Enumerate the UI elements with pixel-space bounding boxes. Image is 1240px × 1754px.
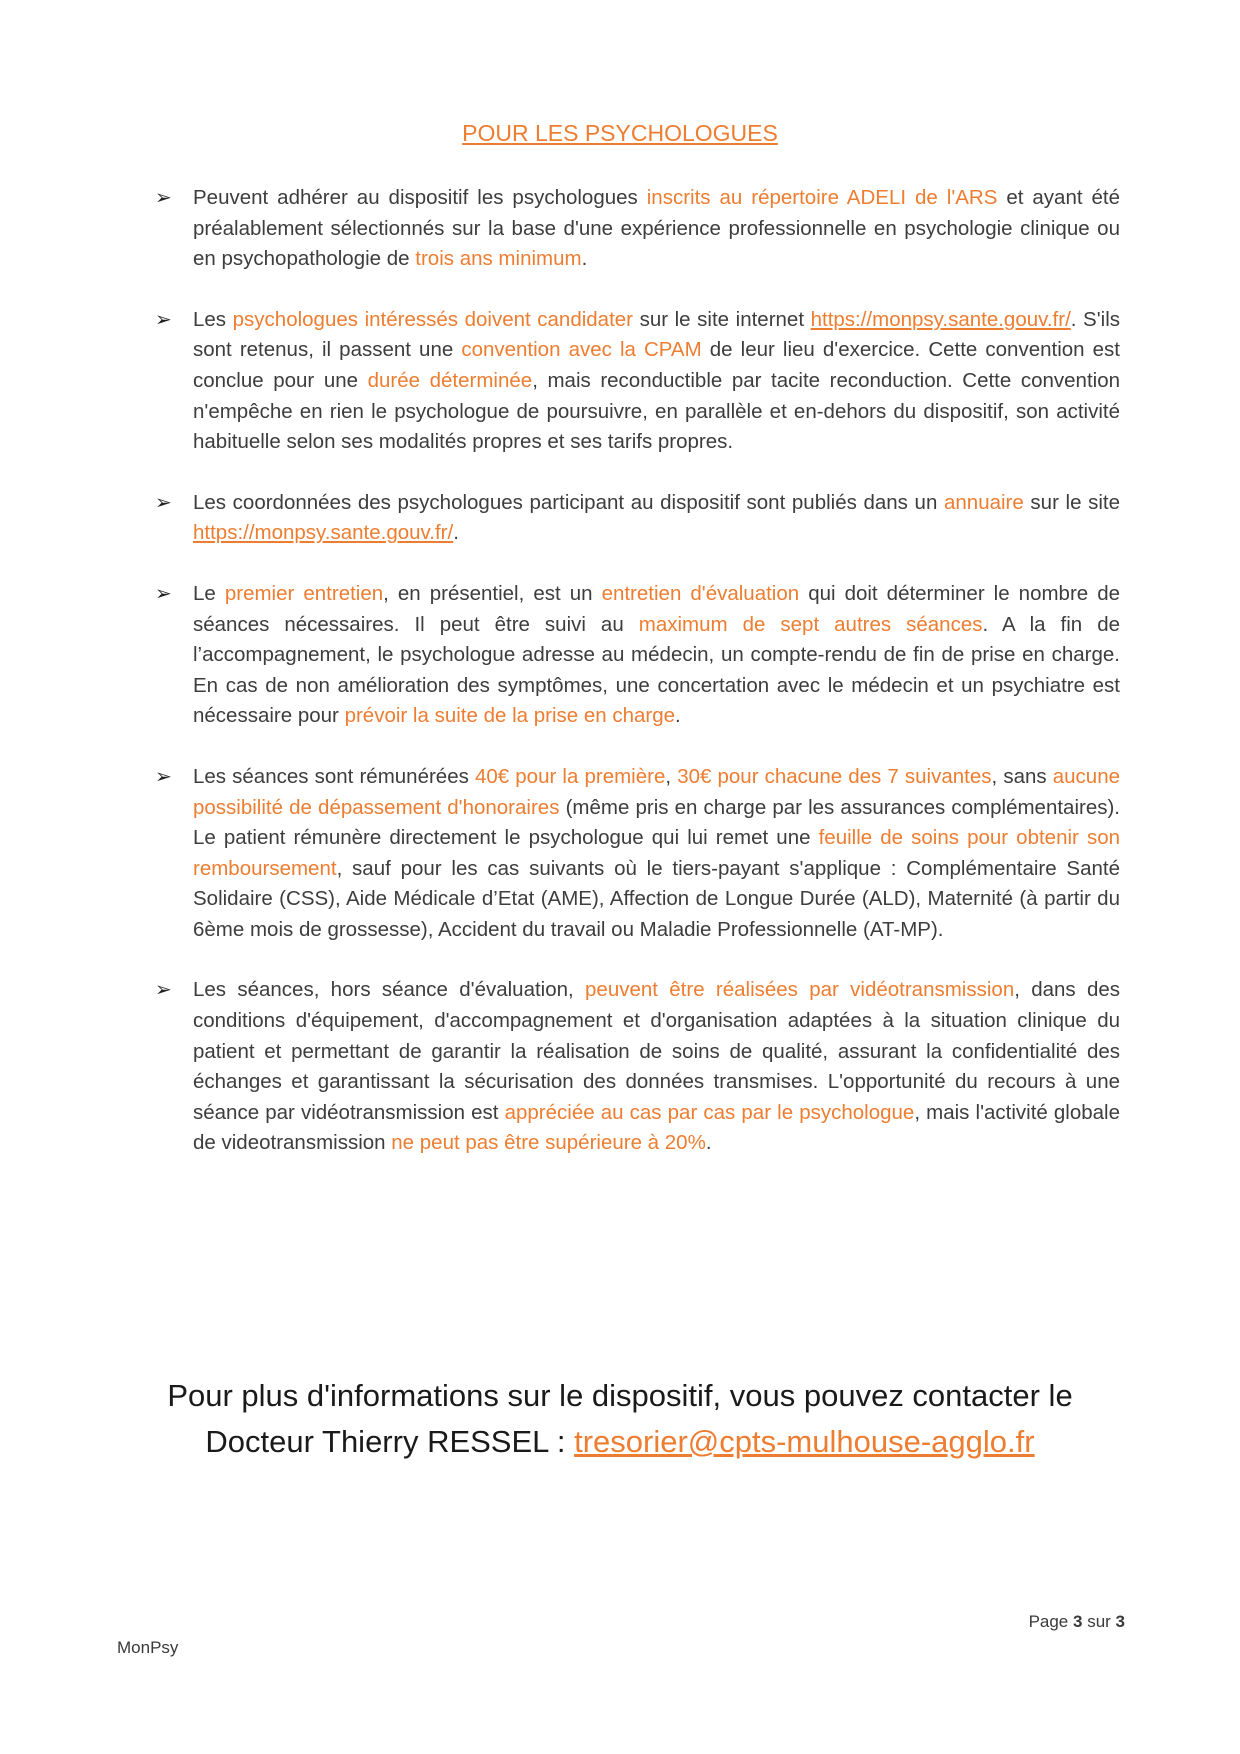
text-run: . xyxy=(453,521,459,545)
bullet-item-directory xyxy=(155,488,1120,549)
highlight-text: psychologues intéressés doivent candidater xyxy=(232,307,633,331)
page-mid: sur xyxy=(1082,1612,1116,1631)
text-run: sur le site xyxy=(1023,490,1121,514)
bullet-text xyxy=(193,305,1120,458)
text-run: de leur lieu d'exercice. Cette convention est conclue pour une xyxy=(193,338,1120,392)
contact-name: Docteur Thierry RESSEL : xyxy=(205,1424,575,1459)
highlight-text: 40€ pour la première xyxy=(474,764,666,788)
contact-line-1: Pour plus d'informations sur le dispositif, vous pouvez contacter le xyxy=(167,1378,1073,1413)
arrow-bullet-icon: ➢ xyxy=(155,977,172,1002)
text-run: Les séances sont rémunérées xyxy=(193,764,475,788)
bullet-text xyxy=(193,975,1120,1159)
bullet-text xyxy=(193,762,1120,946)
highlight-text: entretien d'évaluation xyxy=(601,581,800,605)
page-prefix: Page xyxy=(1028,1612,1073,1631)
text-run: . xyxy=(581,247,588,271)
bullet-item-application xyxy=(155,305,1120,458)
text-run: . S'ils sont retenus, il passent une xyxy=(193,307,1120,362)
bullet-item-eligibility xyxy=(155,183,1120,275)
text-run: . xyxy=(675,704,681,728)
contact-line-2 xyxy=(90,1419,1150,1465)
arrow-bullet-icon: ➢ xyxy=(155,185,172,209)
monpsy-link[interactable]: https://monpsy.sante.gouv.fr/ xyxy=(810,307,1071,331)
page-total: 3 xyxy=(1115,1612,1125,1631)
text-run: , sans xyxy=(991,764,1053,788)
arrow-bullet-icon: ➢ xyxy=(155,580,172,605)
text-run: Les xyxy=(193,307,233,331)
highlight-text: premier entretien xyxy=(224,581,384,605)
page-number xyxy=(1029,1612,1125,1632)
text-run: , mais l'activité globale de videotransmission xyxy=(193,1100,1121,1155)
highlight-text: maximum de sept autres séances xyxy=(638,612,983,636)
contact-email-link[interactable]: tresorier@cpts-mulhouse-agglo.fr xyxy=(574,1424,1035,1459)
highlight-text: appréciée au cas par cas par le psychologue xyxy=(504,1100,915,1124)
highlight-text: 30€ pour chacune des 7 suivantes xyxy=(677,764,992,788)
highlight-text: aucune possibilité de dépassement d'honoraires xyxy=(193,764,1120,819)
arrow-bullet-icon: ➢ xyxy=(155,763,172,788)
highlight-text: ne peut pas être supérieure à 20% xyxy=(391,1131,706,1155)
text-run: Peuvent adhérer au dispositif les psychologues xyxy=(193,186,647,209)
text-run: , mais reconductible par tacite reconduction. Cette convention n'empêche en rien le psychologue de poursuivre, en parallèle et en-dehors du dispositif, son activité habituelle selon ses modalités propres et ses tarifs propres. xyxy=(193,368,1121,454)
highlight-text: peuvent être réalisées par vidéotransmission xyxy=(585,978,1015,1002)
bullet-text xyxy=(193,183,1120,275)
highlight-text: feuille de soins pour obtenir son remboursement xyxy=(193,826,1121,880)
text-run: Les coordonnées des psychologues participant au dispositif sont publiés dans un xyxy=(193,490,944,514)
text-run: , en présentiel, est un xyxy=(383,581,602,605)
contact-block xyxy=(90,1373,1150,1465)
text-run: Les séances, hors séance d'évaluation, xyxy=(193,978,586,1002)
page-current: 3 xyxy=(1073,1612,1083,1631)
highlight-text: convention avec la CPAM xyxy=(461,338,702,362)
highlight-text: trois ans minimum xyxy=(415,247,582,271)
highlight-text: prévoir la suite de la prise en charge xyxy=(344,704,676,728)
text-run: (même pris en charge par les assurances complémentaires). Le patient rémunère directement le psychologue qui lui remet une xyxy=(193,795,1120,850)
text-run: . A la fin de l’accompagnement, le psychologue adresse au médecin, un compte-rendu de fin de prise en charge. En cas de non amélioration des symptômes, une concertation avec le médecin et un psychiatre est nécessaire pour xyxy=(193,612,1121,728)
text-run: , dans des conditions d'équipement, d'accompagnement et d'organisation adaptées à la situation clinique du patient et permettant de garantir la réalisation de soins de qualité, assurant la confidentialité des échanges et garantissant la sécurisation des données transmises. L'opportunité du recours à une séance par vidéotransmission est xyxy=(193,978,1121,1124)
bullet-text xyxy=(193,579,1120,732)
arrow-bullet-icon: ➢ xyxy=(155,489,172,514)
arrow-bullet-icon: ➢ xyxy=(155,306,172,331)
highlight-text: annuaire xyxy=(944,490,1024,514)
bullet-item-fees xyxy=(155,762,1120,946)
bullet-list xyxy=(155,183,1120,1189)
bullet-item-first-session xyxy=(155,579,1120,732)
section-title: POUR LES PSYCHOLOGUES xyxy=(462,120,778,146)
text-run: , xyxy=(665,764,678,788)
bullet-text xyxy=(193,488,1120,549)
text-run: Le xyxy=(193,581,225,605)
text-run: qui doit déterminer le nombre de séances nécessaires. Il peut être suivi au xyxy=(193,581,1121,636)
text-run: et ayant été préalablement sélectionnés sur la base d'une expérience professionnelle en psychologie clinique ou en psychopathologie de xyxy=(193,186,1120,271)
text-run: , sauf pour les cas suivants où le tiers-payant s'applique : Complémentaire Santé Solidaire (CSS), Aide Médicale d’Etat (AME), Affection de Longue Durée (ALD), Maternité (à partir du 6ème mois de grossesse), Accident du travail ou Maladie Professionnelle (AT-MP). xyxy=(193,856,1120,941)
highlight-text: durée déterminée xyxy=(367,368,533,392)
highlight-text: inscrits au répertoire ADELI de l'ARS xyxy=(646,186,998,209)
text-run: sur le site internet xyxy=(633,307,811,331)
bullet-item-videotransmission xyxy=(155,975,1120,1159)
text-run: . xyxy=(705,1131,712,1155)
document-name: MonPsy xyxy=(117,1638,179,1657)
monpsy-link[interactable]: https://monpsy.sante.gouv.fr/ xyxy=(193,521,454,545)
